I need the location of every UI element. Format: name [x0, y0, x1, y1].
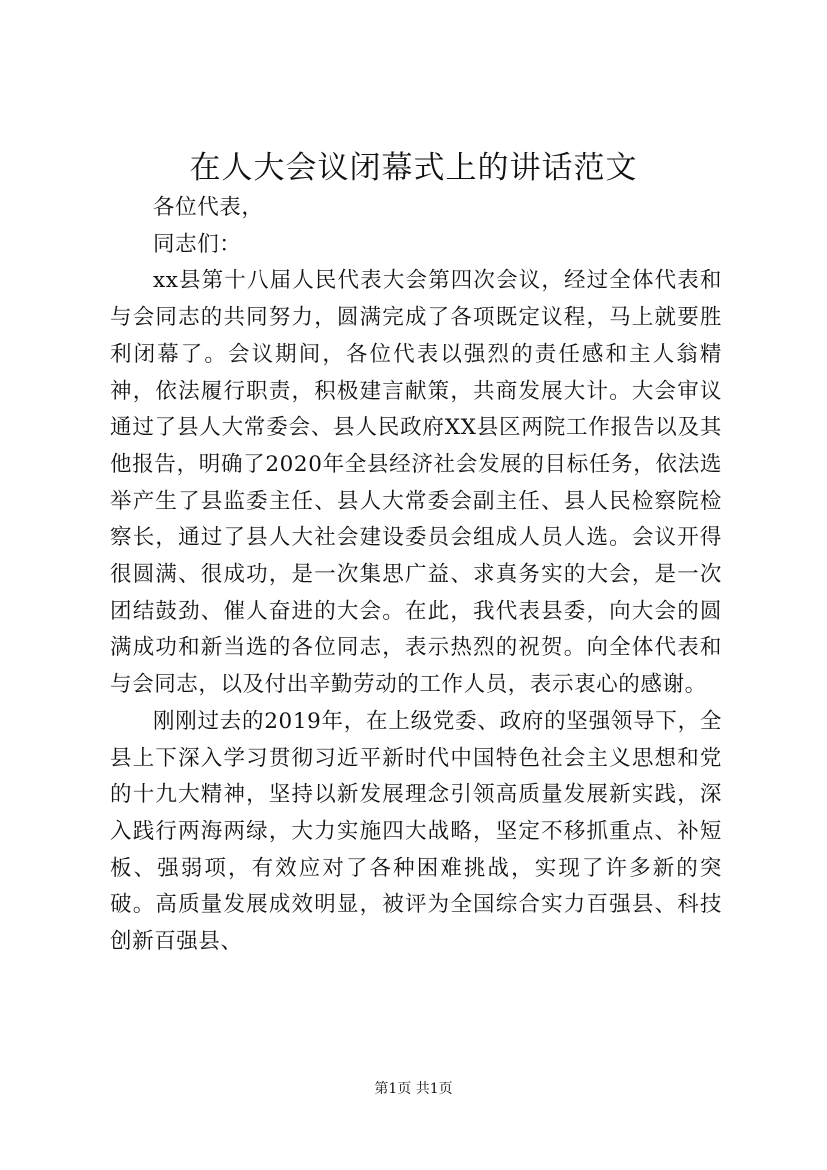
document-body	[110, 190, 722, 961]
body-paragraph: xx县第十八届人民代表大会第四次会议，经过全体代表和与会同志的共同努力，圆满完成了各项既定议程，马上就要胜利闭幕了。会议期间，各位代表以强烈的责任感和主人翁精神，依法履行职责，积极建言献策，共商发展大计。大会审议通过了县人大常委会、县人民政府XX县区两院工作报告以及其他报告，明确了2020年全县经济社会发展的目标任务，依法选举产生了县监委主任、县人大常委会副主任、县人民检察院检察长，通过了县人大社会建设委员会组成人员人选。会议开得很圆满、很成功，是一次集思广益、求真务实的大会，是一次团结鼓劲、催人奋进的大会。在此，我代表县委，向大会的圆满成功和新当选的各位同志，表示热烈的祝贺。向全体代表和与会同志，以及付出辛勤劳动的工作人员，表示衷心的感谢。	[110, 268, 722, 698]
page-footer: 第1页 共1页	[374, 1081, 453, 1097]
salutation-line: 同志们：	[153, 231, 242, 257]
body-paragraph: 刚刚过去的2019年，在上级党委、政府的坚强领导下，全县上下深入学习贯彻习近平新时代中国特色社会主义思想和党的十九大精神，坚持以新发展理念引领高质量发展新实践，深入践行两海两绿，大力实施四大战略，坚定不移抓重点、补短板、强弱项，有效应对了各种困难挑战，实现了许多新的突破。高质量发展成效明显，被评为全国综合实力百强县、科技创新百强县、	[110, 708, 722, 955]
document-title: 在人大会议闭幕式上的讲话范文	[189, 150, 638, 186]
salutation-line: 各位代表，	[153, 195, 264, 220]
